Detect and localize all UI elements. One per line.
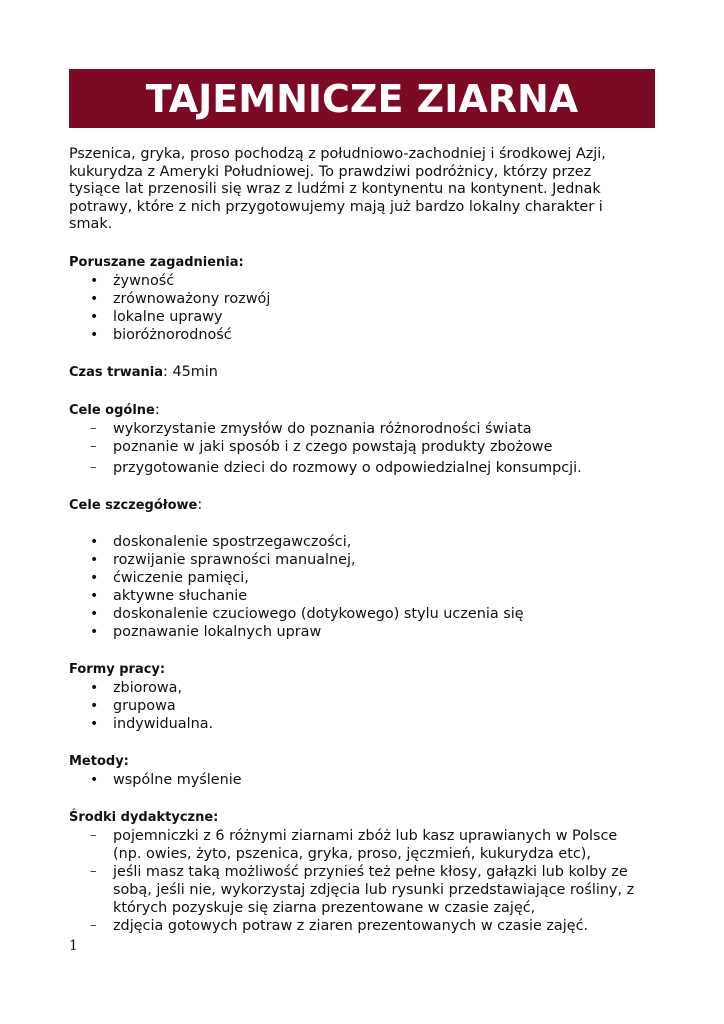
list-item: • grupowa bbox=[69, 697, 659, 715]
list-item: • żywność bbox=[69, 272, 659, 290]
list-item: • rozwijanie sprawności manualnej, bbox=[69, 551, 659, 569]
list-item-line: sobą, jeśli nie, wykorzystaj zdjęcia lub rysunki przedstawiające rośliny, z bbox=[113, 881, 635, 898]
teaching-aids-heading-text: Środki dydaktyczne: bbox=[69, 809, 219, 825]
intro-line: kukurydza z Ameryki Południowej. To prawdziwi podróżnicy, którzy przez bbox=[69, 163, 592, 180]
list-item bbox=[69, 917, 659, 935]
list-item-line: zdjęcia gotowych potraw z ziaren prezentowanych w czasie zajęć. bbox=[113, 917, 589, 934]
list-item-line: jeśli masz taką możliwość przynieś też pełne kłosy, gałązki lub kolby ze bbox=[113, 863, 628, 880]
list-item: • aktywne słuchanie bbox=[69, 587, 659, 605]
duration-heading: Czas trwania bbox=[69, 364, 164, 380]
general-goals-list bbox=[69, 420, 659, 477]
list-item: • bioróżnorodność bbox=[69, 326, 659, 344]
general-goals-suffix: : bbox=[154, 401, 160, 418]
topics-list bbox=[69, 272, 659, 344]
list-item: • wspólne myślenie bbox=[69, 771, 659, 789]
specific-goals-list bbox=[69, 533, 659, 641]
list-item: • zrównoważony rozwój bbox=[69, 290, 659, 308]
work-forms-list bbox=[69, 679, 659, 733]
duration-line bbox=[69, 362, 659, 382]
list-item: – wykorzystanie zmysłów do poznania różnorodności świata bbox=[69, 420, 659, 438]
topics-heading bbox=[69, 252, 659, 272]
document-title: TAJEMNICZE ZIARNA bbox=[145, 76, 579, 121]
teaching-aids-list bbox=[69, 827, 659, 935]
general-goals-heading bbox=[69, 400, 659, 420]
list-item: • poznawanie lokalnych upraw bbox=[69, 623, 659, 641]
general-goals-heading-text: Cele ogólne bbox=[69, 402, 155, 418]
intro-paragraph bbox=[69, 146, 659, 234]
work-forms-heading-text: Formy pracy: bbox=[69, 661, 166, 677]
document-body bbox=[69, 146, 659, 935]
teaching-aids-heading bbox=[69, 807, 659, 827]
specific-goals-suffix: : bbox=[197, 496, 203, 513]
list-item: • doskonalenie spostrzegawczości, bbox=[69, 533, 659, 551]
topics-heading-text: Poruszane zagadnienia: bbox=[69, 254, 244, 270]
work-forms-heading bbox=[69, 659, 659, 679]
list-item: • doskonalenie czuciowego (dotykowego) stylu uczenia się bbox=[69, 605, 659, 623]
duration-value: : 45min bbox=[163, 363, 218, 380]
list-item: • indywidualna. bbox=[69, 715, 659, 733]
list-item: • ćwiczenie pamięci, bbox=[69, 569, 659, 587]
intro-line: potrawy, które z nich przygotowujemy mają już bardzo lokalny charakter i bbox=[69, 198, 603, 215]
title-banner bbox=[69, 69, 655, 128]
methods-heading-text: Metody: bbox=[69, 753, 129, 769]
page-number: 1 bbox=[69, 938, 78, 954]
specific-goals-heading-text: Cele szczegółowe bbox=[69, 497, 198, 513]
intro-line: Pszenica, gryka, proso pochodzą z południowo-zachodniej i środkowej Azji, bbox=[69, 146, 606, 162]
list-item-line: pojemniczki z 6 różnymi ziarnami zbóż lub kasz uprawianych w Polsce bbox=[113, 827, 618, 844]
intro-line: tysiące lat przenosili się wraz z ludźmi z kontynentu na kontynent. Jednak bbox=[69, 181, 601, 198]
list-item: • lokalne uprawy bbox=[69, 308, 659, 326]
list-item bbox=[69, 863, 659, 917]
intro-line: smak. bbox=[69, 216, 113, 233]
list-item: – przygotowanie dzieci do rozmowy o odpowiedzialnej konsumpcji. bbox=[69, 459, 659, 477]
list-item-line: których pozyskuje się ziarna prezentowane w czasie zajęć, bbox=[113, 899, 536, 916]
list-item: • zbiorowa, bbox=[69, 679, 659, 697]
list-item: – poznanie w jaki sposób i z czego powstają produkty zbożowe bbox=[69, 438, 659, 456]
list-item-line: (np. owies, żyto, pszenica, gryka, proso, jęczmień, kukurydza etc), bbox=[113, 845, 591, 862]
list-item bbox=[69, 827, 659, 863]
methods-heading bbox=[69, 751, 659, 771]
methods-list bbox=[69, 771, 659, 789]
specific-goals-heading bbox=[69, 495, 659, 515]
